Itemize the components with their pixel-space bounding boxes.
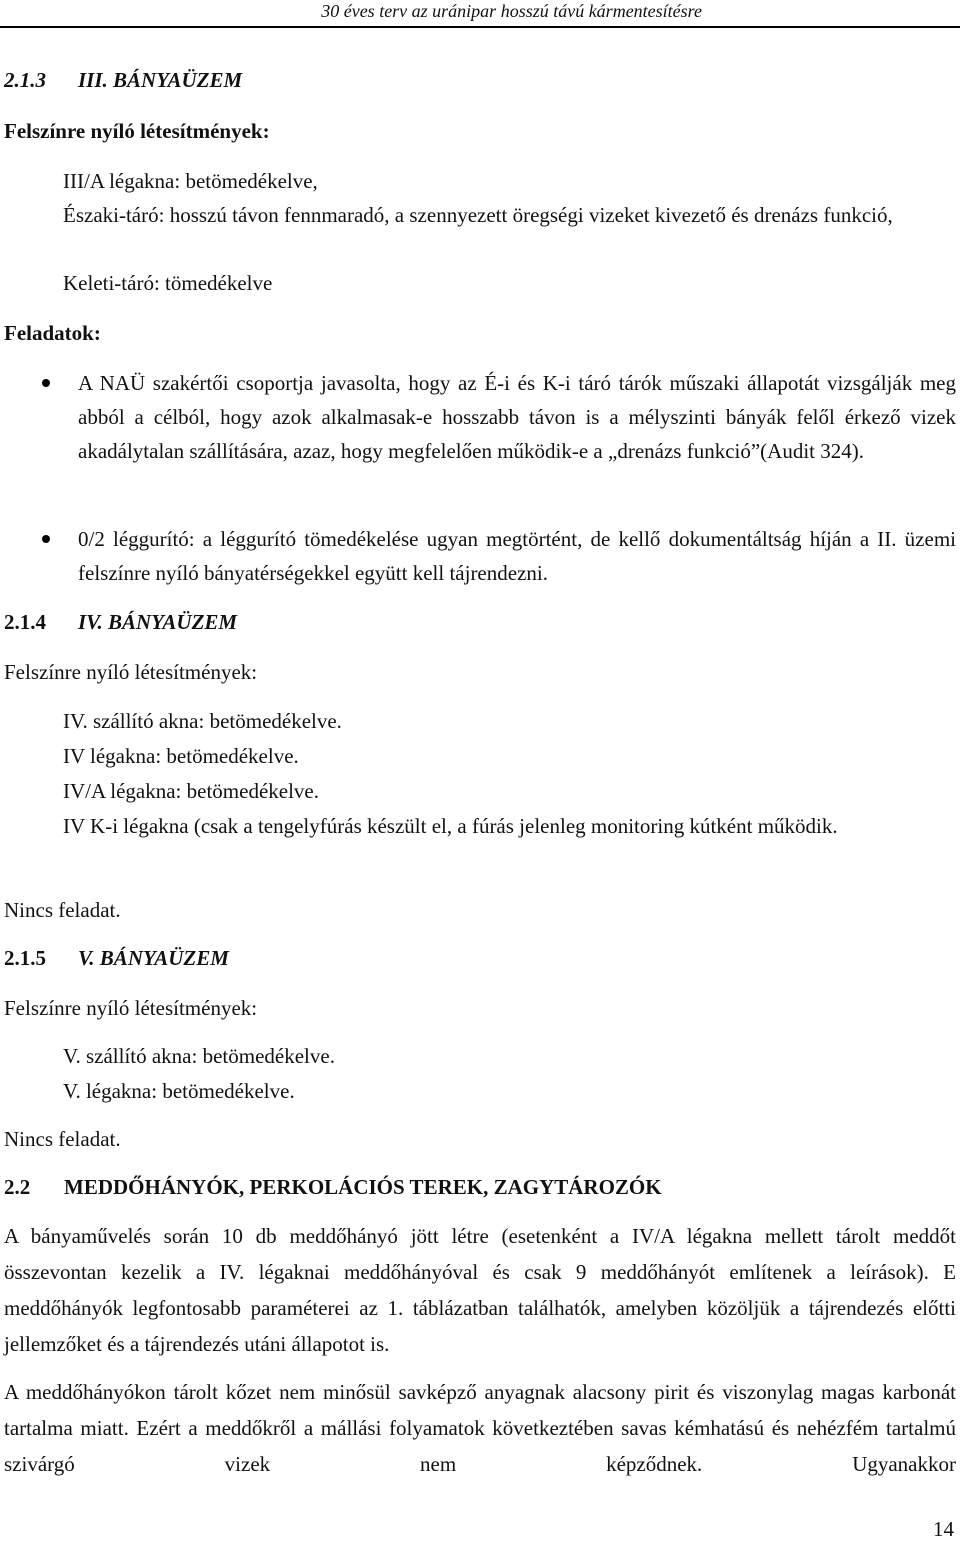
section-number: 2.1.5	[4, 946, 46, 970]
no-task-note: Nincs feladat.	[4, 898, 121, 922]
bullet-icon	[42, 535, 50, 543]
facilities-label: Felszínre nyíló létesítmények:	[4, 996, 258, 1020]
header-rule	[0, 26, 960, 28]
tasks-label: Feladatok:	[4, 321, 101, 345]
facility-item: Keleti-táró: tömedékelve	[63, 271, 273, 295]
facility-item: IV. szállító akna: betömedékelve.	[63, 709, 342, 733]
task-item: 0/2 léggurító: a léggurító tömedékelése ugyan megtörtént, de kellő dokumentáltság híján a II. üzemi felszínre nyíló bányatérségekkel együtt kell tájrendezni.	[78, 527, 956, 585]
section-title: V. BÁNYAÜZEM	[78, 946, 229, 970]
bullet-icon	[42, 379, 50, 387]
section-title: IV. BÁNYAÜZEM	[78, 610, 238, 634]
body-paragraph: A meddőhányókon tárolt kőzet nem minősül savképző anyagnak alacsony pirit és viszonylag magas karbonát tartalma miatt. Ezért a meddőkről a mállási folyamatok következtében savas kémhatású és nehézfém tartalmú szivárgó vizek nem képződnek. Ugyanakkor	[4, 1380, 956, 1476]
page-number: 14	[933, 1517, 954, 1541]
section-number: 2.1.3	[4, 68, 46, 92]
section-heading-2-1-5	[4, 941, 956, 975]
section-heading-2-1-3	[4, 63, 956, 97]
body-paragraph: A bányaművelés során 10 db meddőhányó jött létre (esetenként a IV/A légakna mellett tárolt meddőt összevontan kezelik a IV. légaknai meddőhányóval és csak 9 meddőhányót említenek a leírások). E meddőhányók legfontosabb paraméterei az 1. táblázatban találhatók, amelyben közöljük a tájrendezés előtti jellemzőket és a tájrendezés utáni állapotot is.	[4, 1224, 956, 1356]
section-number: 2.1.4	[4, 610, 46, 634]
facilities-label: Felszínre nyíló létesítmények:	[4, 119, 270, 143]
facility-item: IV/A légakna: betömedékelve.	[63, 779, 319, 803]
running-header: 30 éves terv az uránipar hosszú távú kármentesítésre	[321, 1, 702, 21]
facility-item: V. szállító akna: betömedékelve.	[63, 1044, 335, 1068]
section-number: 2.2	[4, 1175, 31, 1199]
section-heading-2-2	[4, 1170, 956, 1204]
section-heading-2-1-4	[4, 605, 956, 639]
section-title: III. BÁNYAÜZEM	[78, 68, 243, 92]
no-task-note: Nincs feladat.	[4, 1127, 121, 1151]
facility-item: IV K-i légakna (csak a tengelyfúrás készült el, a fúrás jelenleg monitoring kútként működik.	[63, 814, 838, 838]
facility-item: III/A légakna: betömedékelve,	[63, 169, 318, 193]
facilities-label: Felszínre nyíló létesítmények:	[4, 660, 258, 684]
task-item: A NAÜ szakértői csoportja javasolta, hogy az É-i és K-i táró tárók műszaki állapotát vizsgálják meg abból a célból, hogy azok alkalmasak-e hosszabb távon is a mélyszinti bányák felől érkező vizek akadálytalan szállítására, azaz, hogy megfelelően működik-e a „drenázs funkció”(Audit 324).	[78, 371, 956, 463]
facility-item: Északi-táró: hosszú távon fennmaradó, a szennyezett öregségi vizeket kivezető és drenázs funkció,	[63, 203, 893, 227]
facility-item: V. légakna: betömedékelve.	[63, 1079, 295, 1103]
section-title: MEDDŐHÁNYÓK, PERKOLÁCIÓS TEREK, ZAGYTÁROZÓK	[64, 1175, 662, 1199]
facility-item: IV légakna: betömedékelve.	[63, 744, 299, 768]
